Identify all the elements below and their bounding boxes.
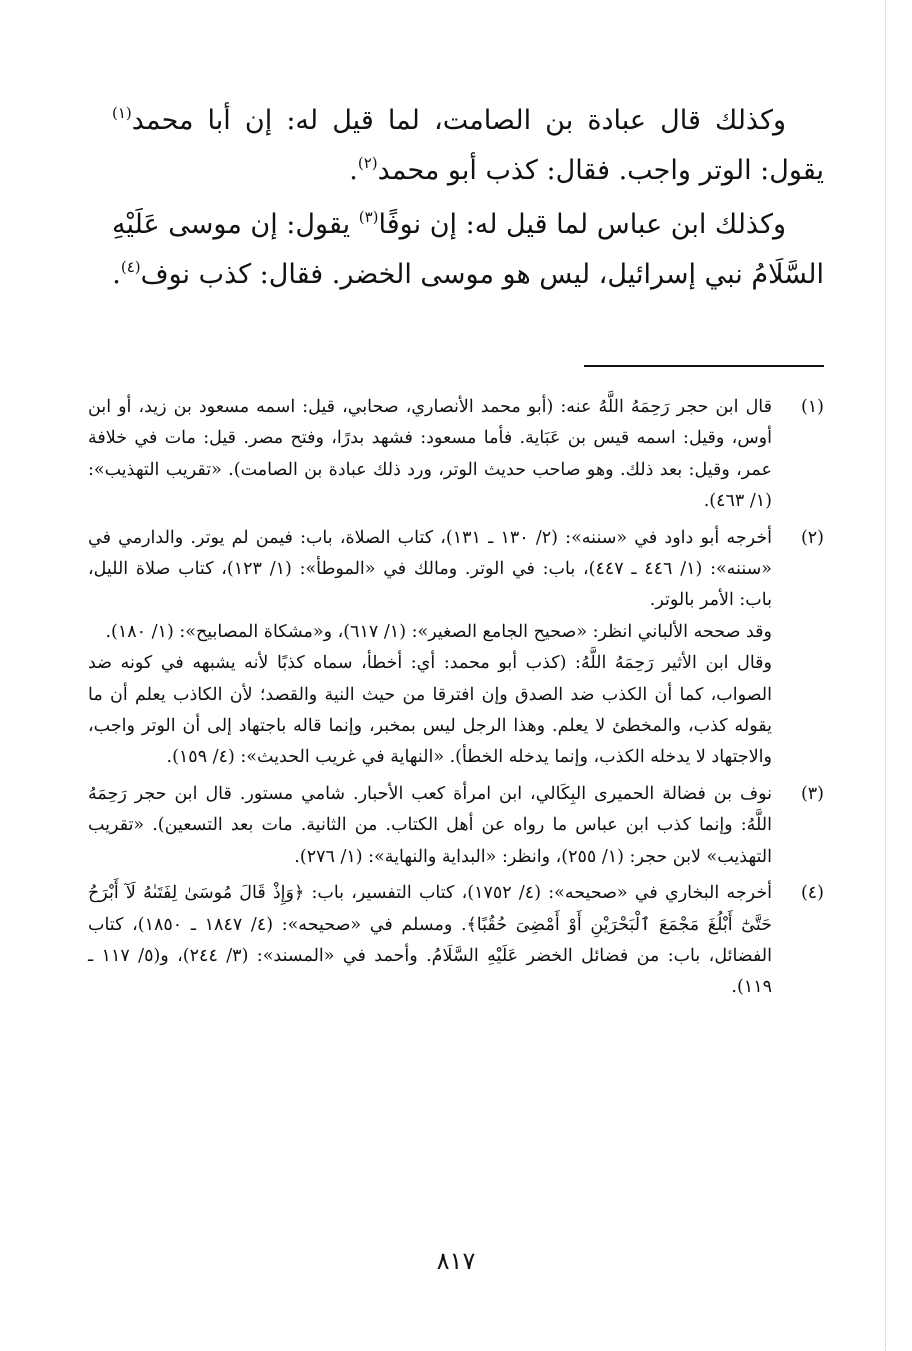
main-text-segment: يقول: إن موسى عَلَيْهِ السَّلَامُ نبي إسرائيل، ليس هو موسى الخضر. فقال: كذب نوف: [112, 209, 824, 290]
main-text-segment: يقول: الوتر واجب. فقال: كذب أبو محمد: [377, 155, 824, 186]
footnote-text: قال ابن حجر رَحِمَهُ اللَّهُ عنه: (أبو محمد الأنصاري، صحابي، قيل: اسمه مسعود بن زيد، أو ابن أوس، وقيل: اسمه قيس بن عَبَاية. فأما مسعود: فشهد بدرًا، وفتح مصر. قيل: مات في خلافة عمر، وقيل: بعد ذلك. وهو صاحب حديث الوتر، ورد ذلك عبادة بن الصامت). «تقريب التهذيب»: (١/ ٤٦٣).: [88, 397, 772, 512]
footnote-number: (٣): [800, 783, 824, 804]
footnote-text: وقال ابن الأثير رَحِمَهُ اللَّهُ: (كذب أبو محمد: أي: أخطأ، سماه كذبًا لأنه يشبهه في كونه ضد الصواب، كما أن الكذب ضد الصدق وإن افترقا من حيث النية والقصد؛ لأن الكاذب يعلم أن ما يقوله كذب، والمخطئ لا يعلم. وهذا الرجل ليس بمخبر، وإنما قاله باجتهاد إلى أن الوتر واجب، والاجتهاد لا يدخله الكذب، وإنما يدخله الخطأ). «النهاية في غريب الحديث»: (٤/ ١٥٩).: [88, 653, 772, 768]
footnote-divider: [584, 365, 824, 367]
page-number: ٨١٧: [436, 1247, 476, 1275]
footnote-number: (١): [800, 397, 824, 417]
main-text-segment: وكذلك ابن عباس لما قيل له: إن نوفًا: [378, 209, 786, 240]
footnotes: [88, 392, 824, 1009]
footnote-marker: (١): [112, 104, 132, 122]
main-paragraph: [112, 200, 824, 300]
main-text-segment: .: [349, 155, 358, 186]
footnote-text: أخرجه أبو داود في «سننه»: (٢/ ١٣٠ ـ ١٣١)، كتاب الصلاة، باب: فيمن لم يوتر. والدارمي في «سننه»: (١/ ٤٤٦ ـ ٤٤٧)، باب: في الوتر. ومالك في «الموطأ»: (١/ ١٢٣)، كتاب صلاة الليل، باب: الأمر بالوتر.: [88, 527, 773, 611]
footnote: [88, 392, 824, 518]
footnote-text: وقد صححه الألباني انظر: «صحيح الجامع الصغير»: (١/ ٦١٧)، و«مشكاة المصابيح»: (١/ ١٨٠).: [105, 621, 772, 642]
footnote-marker: (٣): [358, 208, 379, 226]
footnote-text: أخرجه البخاري في «صحيحه»: (٤/ ١٧٥٢)، كتاب التفسير، باب: ﴿وَإِذْ قَالَ مُوسَىٰ لِفَتَىٰهُ لَآ أَبْرَحُ حَتَّىٰٓ أَبْلُغَ مَجْمَعَ ٱلْبَحْرَيْنِ أَوْ أَمْضِىَ حُقُبًا﴾. ومسلم في «صحيحه»: (٤/ ١٨٤٧ ـ ١٨٥٠)، كتاب الفضائل، باب: من فضائل الخضر عَلَيْهِ السَّلَامُ. وأحمد في «المسند»: (٣/ ٢٤٤)، و(٥/ ١١٧ ـ ١١٩).: [88, 883, 772, 998]
main-text-segment: وكذلك قال عبادة بن الصامت، لما قيل له: إن أبا محمد: [131, 105, 786, 136]
main-paragraph: [112, 96, 824, 196]
footnote-marker: (٢): [357, 154, 378, 172]
page-edge-line: [885, 0, 886, 1351]
footnote: [88, 779, 824, 873]
footnote-number: (٢): [800, 527, 824, 548]
footnote: [88, 523, 824, 774]
footnote-text: نوف بن فضالة الحميرى البِكَالي، ابن امرأة كعب الأحبار. شامي مستور. قال ابن حجر رَحِمَهُ اللَّهُ: وإنما كذب ابن عباس ما رواه عن أهل الكتاب. من الثانية. مات بعد التسعين). «تقريب التهذيب» لابن حجر: (١/ ٢٥٥)، وانظر: «البداية والنهاية»: (١/ ٢٧٦).: [88, 783, 772, 867]
footnote: [88, 878, 824, 1004]
footnote-number: (٤): [800, 883, 824, 904]
footnote-marker: (٤): [120, 258, 141, 276]
main-text-segment: .: [112, 259, 121, 290]
main-text: [112, 96, 824, 304]
